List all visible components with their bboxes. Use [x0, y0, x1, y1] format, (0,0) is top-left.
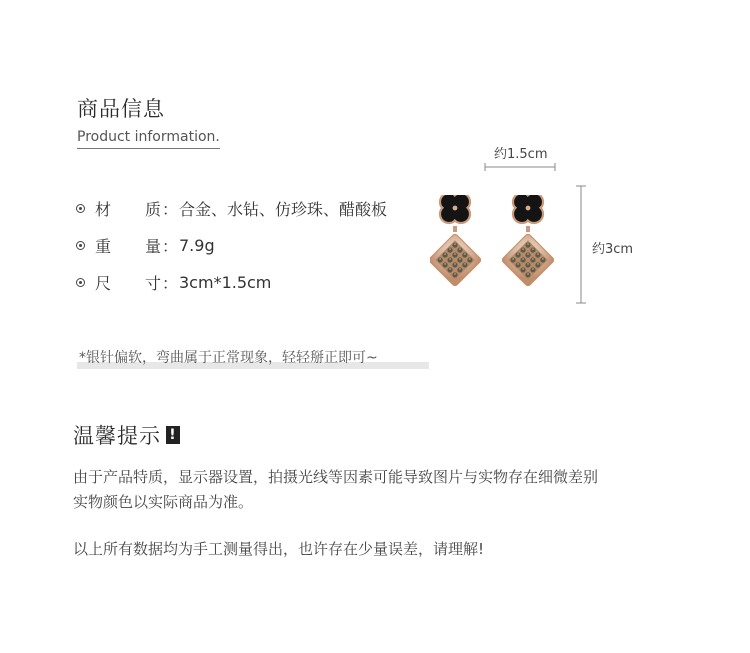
spec-label: 尺 寸: [95, 273, 161, 293]
exclamation-icon: !: [166, 426, 180, 444]
spec-colon: ：: [161, 199, 178, 219]
left-earring: [430, 195, 482, 287]
tips-paragraph-1-line-2: 实物颜色以实际商品为准。: [73, 493, 254, 511]
tips-paragraph-1-line-1: 由于产品特质，显示器设置，拍摄光线等因素可能导致图片与实物存在细微差别: [73, 468, 599, 486]
spec-value-size: 3cm*1.5cm: [179, 272, 272, 292]
bullet-icon: [76, 241, 85, 250]
earrings-image: [430, 195, 580, 295]
spec-row-size: [76, 270, 271, 294]
clover-icon: [440, 195, 470, 223]
product-info-title: 商品信息: [77, 97, 165, 121]
tips-paragraph-2: 以上所有数据均为手工测量得出，也许存在少量误差，请理解!: [73, 540, 485, 558]
height-dimension-label: 约3cm: [592, 242, 634, 257]
spec-value-material: 合金、水钻、仿珍珠、醋酸板: [179, 199, 388, 219]
spec-row-material: [76, 196, 387, 220]
spec-colon: ：: [161, 236, 178, 256]
spec-row-weight: [76, 233, 215, 257]
tips-title-text: 温馨提示: [73, 424, 161, 448]
product-info-subtitle: Product information.: [77, 129, 220, 149]
clover-icon: [513, 195, 543, 223]
care-note: *银针偏软，弯曲属于正常现象，轻轻掰正即可~: [79, 350, 378, 366]
spec-colon: ：: [161, 273, 178, 293]
bullet-icon: [76, 204, 85, 213]
bullet-icon: [76, 278, 85, 287]
width-dimension-line: [480, 160, 560, 174]
spec-label: 材 质: [95, 199, 161, 219]
spec-value-weight: 7.9g: [179, 235, 215, 255]
spec-label: 重 量: [95, 236, 161, 256]
width-dimension-label: 约1.5cm: [494, 147, 548, 162]
right-earring: [501, 195, 555, 287]
tips-title: [73, 420, 180, 450]
